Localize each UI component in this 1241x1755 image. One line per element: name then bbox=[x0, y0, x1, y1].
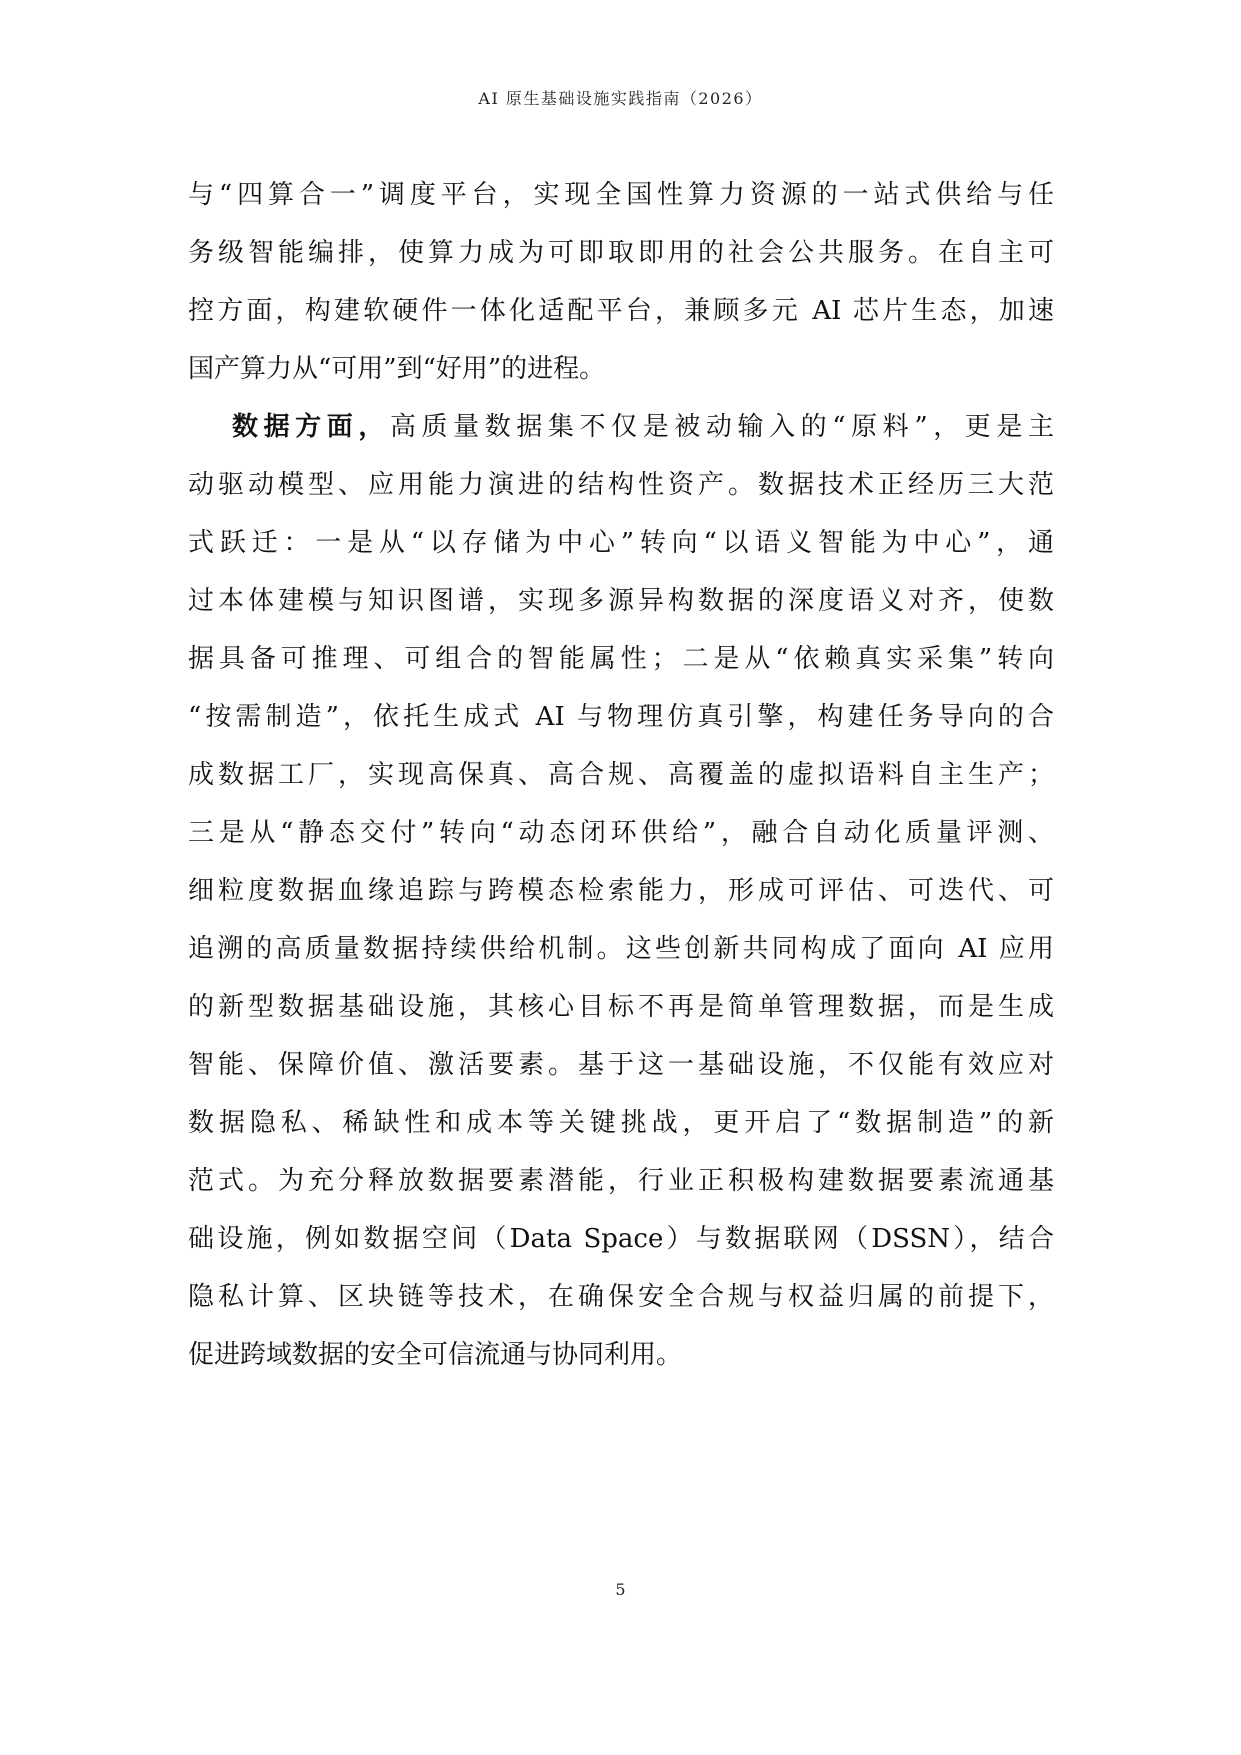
text-line: 成数据工厂，实现高保真、高合规、高覆盖的虚拟语料自主生产； bbox=[188, 760, 1054, 790]
text-line: 细粒度数据血缘追踪与跨模态检索能力，形成可评估、可迭代、可 bbox=[188, 876, 1054, 906]
text-line: 的新型数据基础设施，其核心目标不再是简单管理数据，而是生成 bbox=[188, 992, 1054, 1022]
text-line: 国产算力从“可用”到“好用”的进程。 bbox=[188, 354, 606, 384]
text-line: 动驱动模型、应用能力演进的结构性资产。数据技术正经历三大范 bbox=[188, 470, 1054, 500]
text-line: 据具备可推理、可组合的智能属性；二是从“依赖真实采集”转向 bbox=[188, 644, 1054, 674]
text-line: 隐私计算、区块链等技术，在确保安全合规与权益归属的前提下， bbox=[188, 1282, 1054, 1312]
text-line: 范式。为充分释放数据要素潜能，行业正积极构建数据要素流通基 bbox=[188, 1166, 1054, 1196]
text-line: 础设施，例如数据空间（Data Space）与数据联网（DSSN），结合 bbox=[188, 1224, 1054, 1254]
text-line-first bbox=[188, 398, 1054, 456]
text-line: 三是从“静态交付”转向“动态闭环供给”，融合自动化质量评测、 bbox=[188, 818, 1054, 848]
running-header: AI 原生基础设施实践指南（2026） bbox=[478, 89, 763, 108]
text-line: 过本体建模与知识图谱，实现多源异构数据的深度语义对齐，使数 bbox=[188, 586, 1054, 616]
text-line: 智能、保障价值、激活要素。基于这一基础设施，不仅能有效应对 bbox=[188, 1050, 1054, 1080]
page-number: 5 bbox=[615, 1580, 626, 1599]
paragraph-data-aspect bbox=[188, 398, 1054, 1384]
text-line: 式跃迁：一是从“以存储为中心”转向“以语义智能为中心”，通 bbox=[188, 528, 1054, 558]
text-line: 与“四算合一”调度平台，实现全国性算力资源的一站式供给与任 bbox=[188, 180, 1054, 210]
text-line: 控方面，构建软硬件一体化适配平台，兼顾多元 AI 芯片生态，加速 bbox=[188, 296, 1054, 326]
paragraph-compute-continued bbox=[188, 166, 1054, 398]
paragraph-lead-heading: 数据方面， bbox=[232, 412, 390, 442]
text-run: 高质量数据集不仅是被动输入的“原料”，更是主 bbox=[389, 412, 1054, 442]
text-line: “按需制造”，依托生成式 AI 与物理仿真引擎，构建任务导向的合 bbox=[188, 702, 1054, 732]
text-line: 务级智能编排，使算力成为可即取即用的社会公共服务。在自主可 bbox=[188, 238, 1054, 268]
text-line: 数据隐私、稀缺性和成本等关键挑战，更开启了“数据制造”的新 bbox=[188, 1108, 1054, 1138]
text-line: 追溯的高质量数据持续供给机制。这些创新共同构成了面向 AI 应用 bbox=[188, 934, 1054, 964]
body-text bbox=[188, 166, 1054, 1384]
text-line: 促进跨域数据的安全可信流通与协同利用。 bbox=[188, 1340, 683, 1370]
